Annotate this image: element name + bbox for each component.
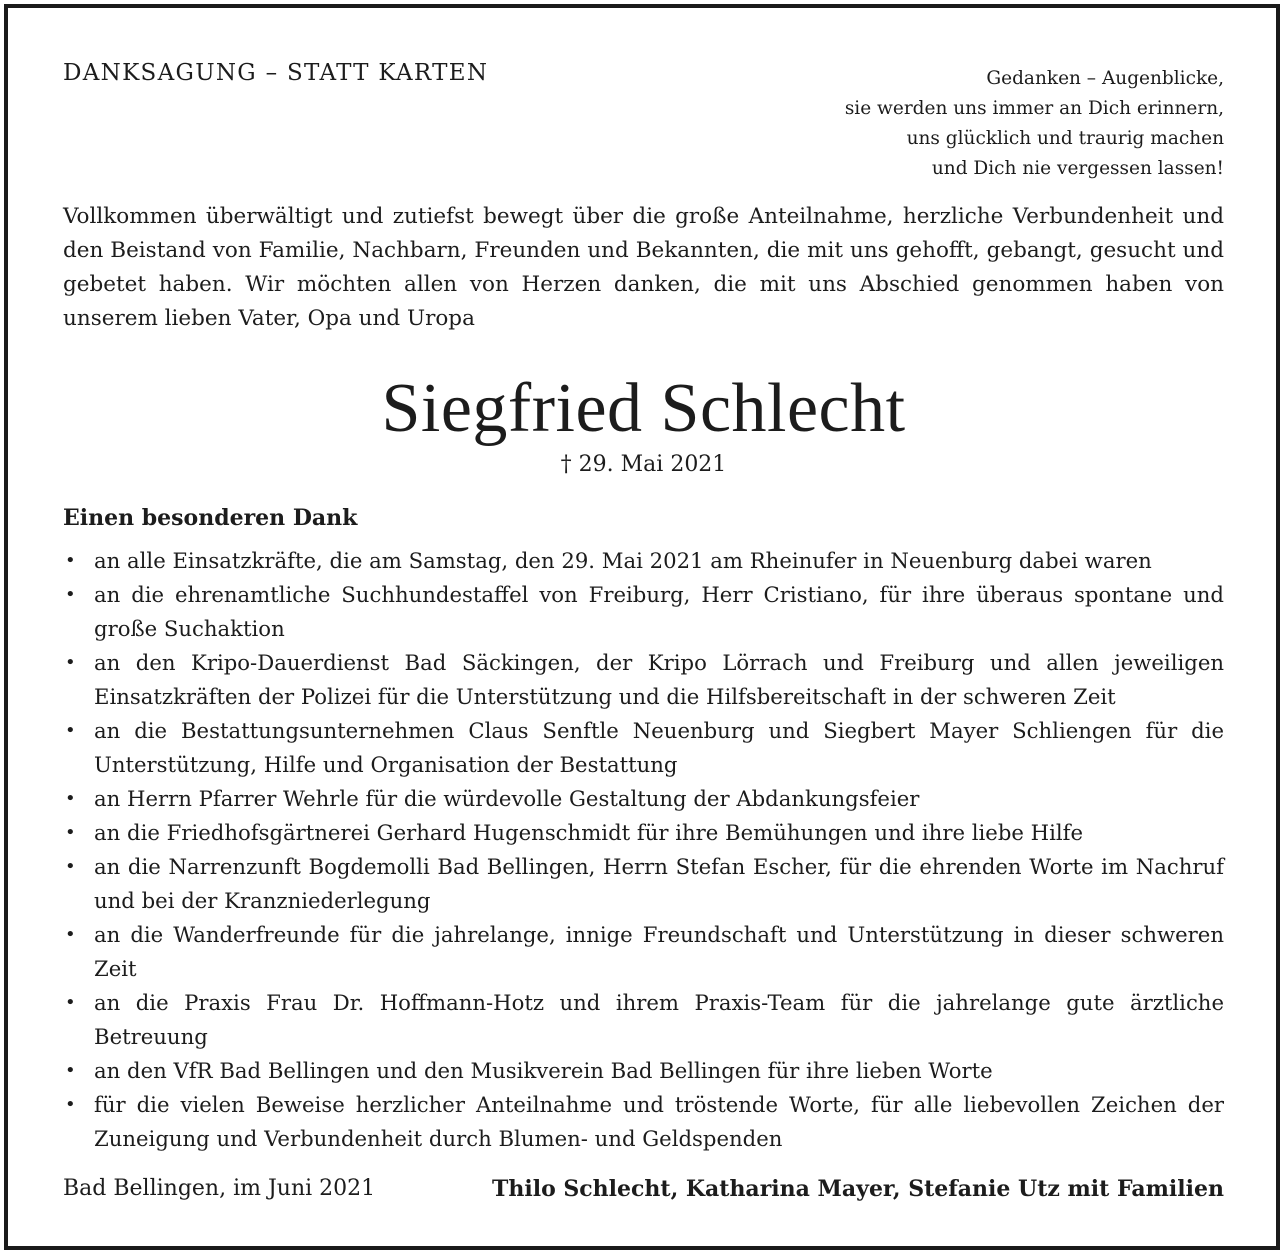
poem-line: und Dich nie vergessen lassen! bbox=[931, 158, 1224, 179]
list-item-text: für die vielen Beweise herzlicher Anteilnahme und tröstende Worte, für alle liebevollen Zeichen der Zuneigung und Verbundenheit durch Blumen- und Geldspenden bbox=[94, 1092, 1224, 1151]
list-item bbox=[63, 918, 1224, 986]
bullet-icon: • bbox=[65, 652, 76, 673]
list-item bbox=[63, 646, 1224, 714]
poem-line: Gedanken – Augenblicke, bbox=[986, 68, 1224, 89]
intro-paragraph: Vollkommen überwältigt und zutiefst bewegt über die große Anteilnahme, herzliche Verbundenheit und den Beistand von Familie, Nachbarn, Freunden und Bekannten, die mit uns gehofft, gebangt, gesucht und gebetet haben. Wir möchten allen von Herzen danken, die mit uns Abschied genommen haben von unserem lieben Vater, Opa und Uropa bbox=[63, 204, 1224, 331]
list-item bbox=[63, 782, 1224, 816]
list-item bbox=[63, 816, 1224, 850]
list-item bbox=[63, 850, 1224, 918]
poem-line: uns glücklich und traurig machen bbox=[906, 128, 1224, 149]
place-and-date: Bad Bellingen, im Juni 2021 bbox=[63, 1176, 376, 1201]
bullet-icon: • bbox=[65, 788, 76, 809]
deceased-name: Siegfried Schlecht bbox=[381, 370, 906, 447]
list-item-text: an alle Einsatzkräfte, die am Samstag, den 29. Mai 2021 am Rheinufer in Neuenburg dabei waren bbox=[94, 548, 1152, 573]
thanks-list bbox=[63, 544, 1224, 1156]
bullet-icon: • bbox=[65, 822, 76, 843]
list-item-text: an die Narrenzunft Bogdemolli Bad Bellingen, Herrn Stefan Escher, für die ehrenden Worte im Nachruf und bei der Kranzniederlegung bbox=[94, 854, 1224, 913]
list-item-text: an die Praxis Frau Dr. Hoffmann-Hotz und ihrem Praxis-Team für die jahrelange gute ärztliche Betreuung bbox=[94, 990, 1224, 1049]
memorial-poem bbox=[845, 64, 1224, 184]
notice-frame bbox=[4, 4, 1280, 1250]
list-item-text: an den Kripo-Dauerdienst Bad Säckingen, der Kripo Lörrach und Freiburg und allen jeweiligen Einsatzkräften der Polizei für die Unterstützung und die Hilfsbereitschaft in der schweren Zeit bbox=[94, 650, 1224, 709]
bullet-icon: • bbox=[65, 924, 76, 945]
list-item-text: an die Bestattungsunternehmen Claus Senftle Neuenburg und Siegbert Mayer Schliengen für die Unterstützung, Hilfe und Organisation der Bestattung bbox=[94, 718, 1224, 777]
bullet-icon: • bbox=[65, 720, 76, 741]
bullet-icon: • bbox=[65, 1094, 76, 1115]
bullet-icon: • bbox=[65, 856, 76, 877]
list-item bbox=[63, 578, 1224, 646]
list-item bbox=[63, 986, 1224, 1054]
list-item-text: an Herrn Pfarrer Wehrle für die würdevolle Gestaltung der Abdankungsfeier bbox=[94, 786, 920, 811]
list-item-text: an die Friedhofsgärtnerei Gerhard Hugenschmidt für ihre Bemühungen und ihre liebe Hilfe bbox=[94, 820, 1084, 845]
notice-title: DANKSAGUNG – STATT KARTEN bbox=[63, 60, 489, 86]
thanks-heading: Einen besonderen Dank bbox=[63, 505, 358, 531]
list-item bbox=[63, 1054, 1224, 1088]
list-item-text: an die ehrenamtliche Suchhundestaffel von Freiburg, Herr Cristiano, für ihre überaus spontane und große Suchaktion bbox=[94, 582, 1224, 641]
list-item bbox=[63, 544, 1224, 578]
bullet-icon: • bbox=[65, 992, 76, 1013]
bullet-icon: • bbox=[65, 550, 76, 571]
signers: Thilo Schlecht, Katharina Mayer, Stefanie Utz mit Familien bbox=[491, 1176, 1224, 1202]
list-item bbox=[63, 714, 1224, 782]
death-date: † 29. Mai 2021 bbox=[560, 452, 727, 477]
bullet-icon: • bbox=[65, 1060, 76, 1081]
list-item-text: an die Wanderfreunde für die jahrelange, innige Freundschaft und Unterstützung in dieser schweren Zeit bbox=[94, 922, 1224, 981]
notice-content bbox=[63, 8, 1224, 1246]
bullet-icon: • bbox=[65, 584, 76, 605]
list-item bbox=[63, 1088, 1224, 1156]
list-item-text: an den VfR Bad Bellingen und den Musikverein Bad Bellingen für ihre lieben Worte bbox=[94, 1058, 993, 1083]
poem-line: sie werden uns immer an Dich erinnern, bbox=[844, 98, 1224, 119]
